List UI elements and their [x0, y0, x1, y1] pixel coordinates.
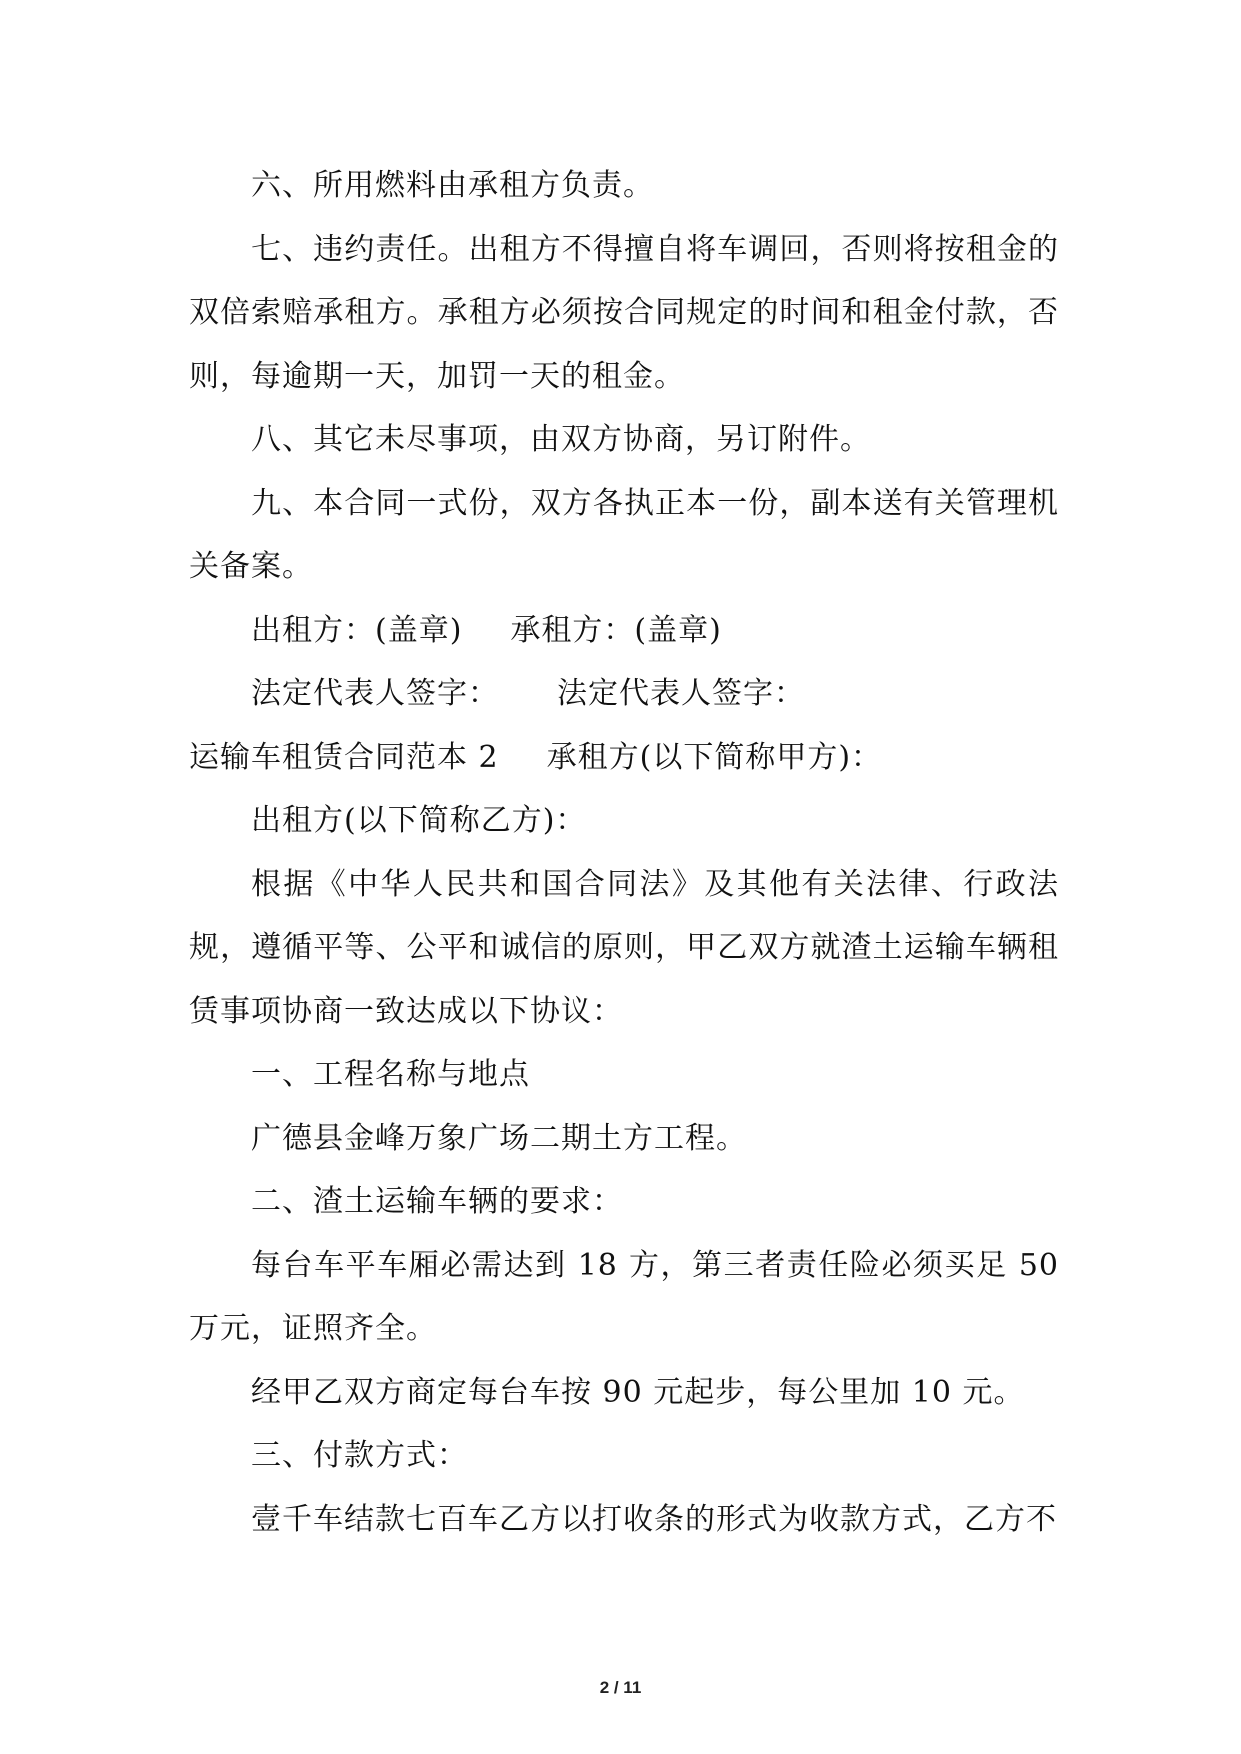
page-number: 2 / 11 — [599, 1678, 642, 1697]
section-1-heading: 一、工程名称与地点 — [251, 1057, 530, 1092]
signature-representative-line — [189, 662, 1059, 726]
contract-2-heading-line — [189, 726, 1059, 790]
section-3-heading: 三、付款方式： — [251, 1438, 468, 1473]
vehicle-requirements: 每台车平车厢必需达到 18 方，第三者责任险必须买足 50 万元，证照齐全。 — [189, 1247, 1059, 1346]
section-2-heading: 二、渣土运输车辆的要求： — [251, 1184, 623, 1219]
lessee-representative-label: 法定代表人签字： — [557, 676, 805, 711]
clause-7-breach: 七、违约责任。出租方不得擅自将车调回，否则将按租金的双倍索赔承租方。承租方必须按合同规定的时间和租金付款，否则，每逾期一天，加罚一天的租金。 — [189, 231, 1059, 394]
contract-2-title: 运输车租赁合同范本 2 — [189, 739, 499, 775]
clause-9-copies: 九、本合同一式份，双方各执正本一份，副本送有关管理机关备案。 — [189, 485, 1059, 584]
lessor-representative-label: 法定代表人签字： — [251, 676, 499, 711]
preamble: 根据《中华人民共和国合同法》及其他有关法律、行政法规，遵循平等、公平和诚信的原则，甲乙双方就渣土运输车辆租赁事项协商一致达成以下协议： — [189, 866, 1059, 1029]
clause-8-other-matters: 八、其它未尽事项，由双方协商，另订附件。 — [251, 422, 871, 457]
document-body — [189, 154, 1059, 1551]
lessee-party-line: 承租方(以下简称甲方)： — [546, 739, 883, 775]
lessor-seal-label: 出租方：(盖章) — [251, 612, 463, 648]
lessor-party-line: 出租方(以下简称乙方)： — [251, 803, 587, 838]
payment-terms: 壹千车结款七百车乙方以打收条的形式为收款方式，乙方不 — [251, 1501, 1057, 1537]
clause-6: 六、所用燃料由承租方负责。 — [251, 168, 654, 203]
signature-seal-line — [189, 599, 1059, 663]
lessee-seal-label: 承租方：(盖章) — [510, 612, 722, 648]
pricing-terms: 经甲乙双方商定每台车按 90 元起步，每公里加 10 元。 — [251, 1374, 1025, 1410]
project-name: 广德县金峰万象广场二期土方工程。 — [251, 1120, 747, 1156]
